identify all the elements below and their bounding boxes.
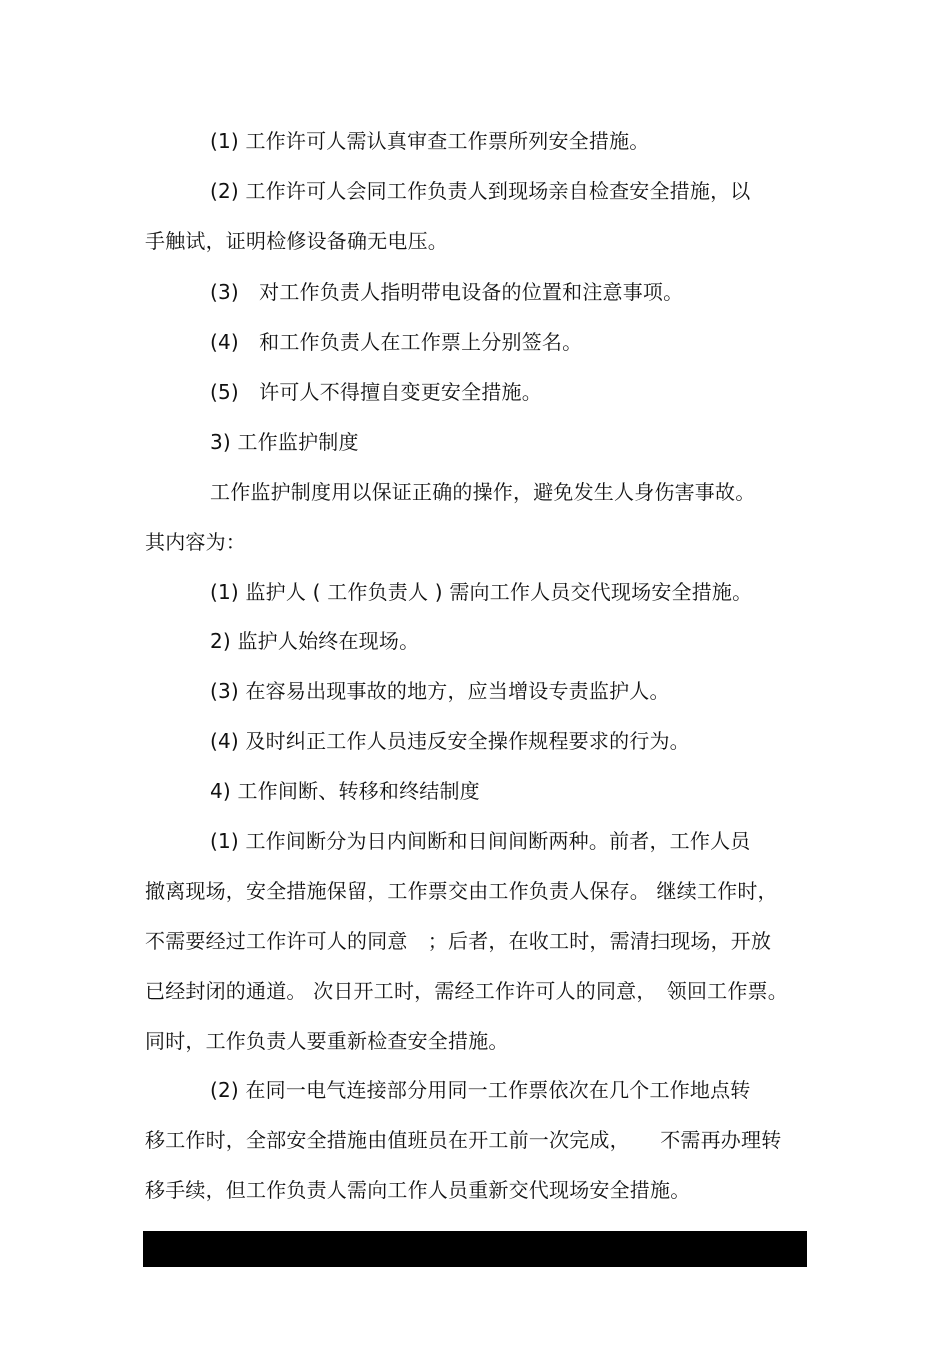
paragraph-line: 同时，工作负责人要重新检查安全措施。: [145, 1029, 509, 1053]
paragraph-line: (1) 工作许可人需认真审查工作票所列安全措施。: [210, 129, 650, 153]
paragraph-line: 不需要经过工作许可人的同意 ；后者，在收工时，需清扫现场，开放: [145, 929, 772, 953]
paragraph-line: (4) 和工作负责人在工作票上分别签名。: [210, 330, 583, 354]
paragraph-line: 手触试，证明检修设备确无电压。: [145, 229, 448, 253]
paragraph-line: 撤离现场，安全措施保留，工作票交由工作负责人保存。 继续工作时，: [145, 879, 778, 903]
paragraph-line: (1) 监护人 ( 工作负责人 ) 需向工作人员交代现场安全措施。: [210, 580, 753, 604]
section-heading: 4) 工作间断、转移和终结制度: [210, 779, 480, 803]
paragraph-line: 已经封闭的通道。 次日开工时，需经工作许可人的同意， 领回工作票。: [145, 979, 788, 1003]
section-heading: 3) 工作监护制度: [210, 430, 359, 454]
paragraph-line: 2) 监护人始终在现场。: [210, 629, 420, 653]
paragraph-line: (3) 对工作负责人指明带电设备的位置和注意事项。: [210, 280, 684, 304]
paragraph-line: (1) 工作间断分为日内间断和日间间断两种。前者，工作人员: [210, 829, 751, 853]
paragraph-line: 移工作时，全部安全措施由值班员在开工前一次完成， 不需再办理转: [145, 1128, 782, 1152]
footer-redaction-bar: [143, 1231, 807, 1267]
paragraph-line: (4) 及时纠正工作人员违反安全操作规程要求的行为。: [210, 729, 690, 753]
paragraph-line: (5) 许可人不得擅自变更安全措施。: [210, 380, 542, 404]
paragraph-line: (3) 在容易出现事故的地方，应当增设专责监护人。: [210, 679, 670, 703]
paragraph-line: 移手续，但工作负责人需向工作人员重新交代现场安全措施。: [145, 1178, 691, 1202]
paragraph-line: (2) 在同一电气连接部分用同一工作票依次在几个工作地点转: [210, 1078, 751, 1102]
paragraph-line: 工作监护制度用以保证正确的操作，避免发生人身伤害事故。: [210, 480, 756, 504]
paragraph-line: 其内容为：: [145, 530, 246, 554]
paragraph-line: (2) 工作许可人会同工作负责人到现场亲自检查安全措施，以: [210, 179, 751, 203]
